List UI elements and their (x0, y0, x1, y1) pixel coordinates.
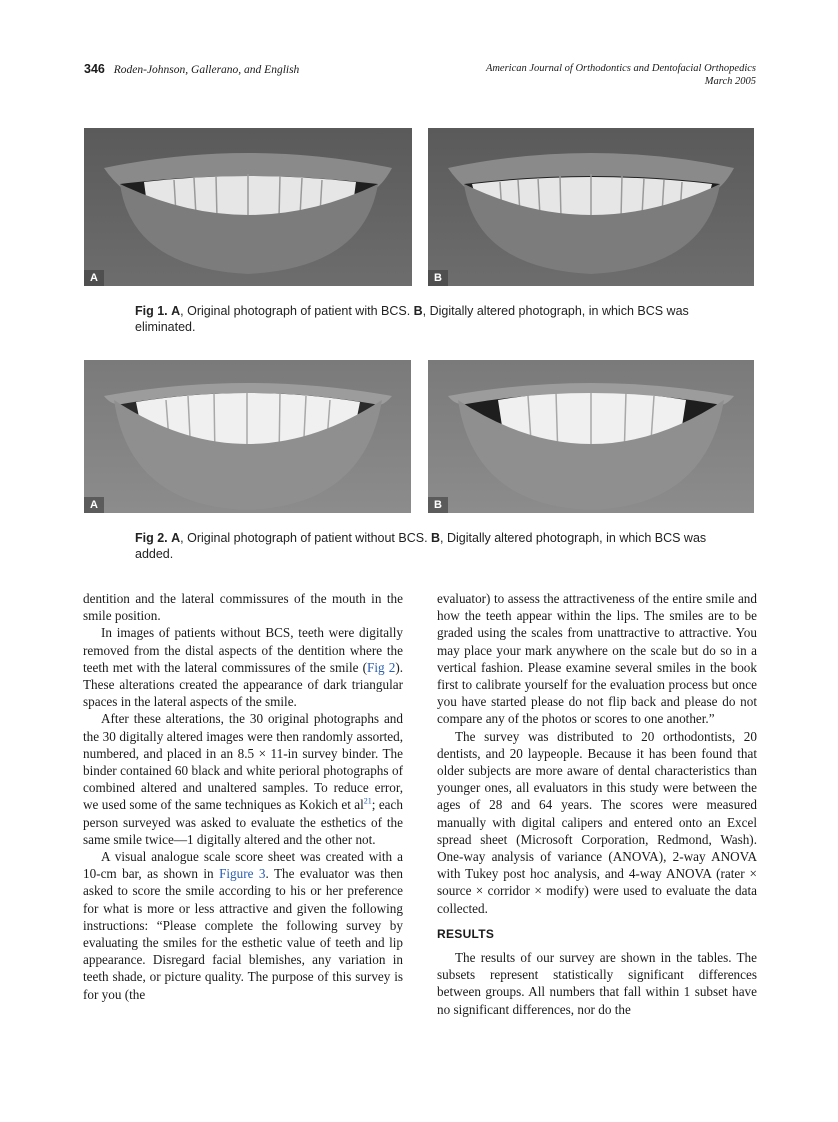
paragraph: dentition and the lateral commissures of the mouth in the smile position. (83, 591, 403, 624)
fig1-caption (135, 303, 715, 335)
running-header (84, 62, 756, 96)
reference-21-link[interactable]: 21 (363, 797, 372, 807)
journal-name: American Journal of Orthodontics and Dentofacial Orthopedics (485, 63, 756, 74)
fig1-caption-lead: Fig 1. (135, 304, 168, 318)
panel-label-b: B (428, 497, 448, 513)
fig2-caption-text-b: , Digitally altered photograph, in which BCS was added. (135, 531, 707, 561)
paragraph-text: After these alterations, the 30 original photographs and the 30 digitally altered images were then randomly assorted, numbered, and placed in an 8.5 × 11-in survey binder. The binder contained 60 black and white perioral photographs of combined altered and unaltered samples. To reduce error, we used some of the same techniques as Kokich et al (83, 711, 403, 813)
fig2-caption-text-a: , Original photograph of patient without BCS. (180, 531, 432, 545)
paragraph: The survey was distributed to 20 orthodontists, 20 dentists, and 20 laypeople. Because it has been found that older subjects are more aware of dental characteristics than younger ones, all evaluators in this study were between the ages of 28 and 64 years. The scores were measured manually with digital calipers and entered onto an Excel spread sheet (Microsoft Corporation, Redmond, Wash). One-way analysis of variance (ANOVA), 2-way ANOVA with Tukey post hoc analysis, and 4-way ANOVA (rater × source × corridor × modify) were used to evaluate the data collected. (437, 728, 757, 916)
fig2-panel-b-photo (428, 360, 754, 513)
header-authors: Roden-Johnson, Gallerano, and English (113, 64, 300, 76)
paragraph: The results of our survey are shown in the tables. The subsets represent statistically significant differences between groups. All numbers that fall within 1 subset have no significant differences, nor do the (437, 950, 757, 1017)
fig2-caption-label-a: A (171, 531, 181, 545)
fig2-caption-lead: Fig 2. (135, 531, 168, 545)
body-column-right (437, 590, 757, 1018)
fig2-panel-a-photo (84, 360, 411, 513)
section-heading-results: RESULTS (437, 926, 495, 941)
fig1-caption-text-a: , Original photograph of patient with BCS. (180, 304, 414, 318)
fig2-caption (135, 530, 715, 562)
paragraph-text: . The evaluator was then asked to score the smile according to his or her preference for what is more or less attractive and given the following instructions: “Please complete the following survey by evaluating the smiles for the esthetic value of teeth and lip appearance. Disregard facial blemishes, any variation in teeth shade, or picture quality. The purpose of this survey is for you (the (83, 866, 404, 1002)
fig1-caption-text-b: , Digitally altered photograph, in which BCS was eliminated. (135, 304, 689, 334)
fig1-panel-a-photo (84, 128, 412, 286)
smile-photo-image (428, 360, 754, 513)
paragraph-text: A visual analogue scale score sheet was created with a 10-cm bar, as shown in (83, 849, 403, 882)
paragraph-text: In images of patients without BCS, teeth were digitally removed from the distal aspects of the dentition where the teeth met with the lateral commissures of the smile ( (83, 625, 403, 675)
paragraph (83, 624, 403, 710)
panel-label-b: B (428, 270, 448, 286)
paragraph-text: ). These alterations created the appearance of dark triangular spaces in the lateral aspects of the smile. (83, 659, 404, 710)
header-right (486, 62, 756, 88)
paragraph (83, 710, 403, 848)
paragraph (83, 848, 403, 1003)
body-column-left (83, 590, 403, 1003)
fig1-caption-label-b: B (413, 304, 423, 318)
paragraph-text: ; each person surveyed was asked to evaluate the esthetics of the same smile twice—1 digitally altered and the other not. (83, 797, 403, 847)
fig1-panel-b-photo (428, 128, 754, 286)
issue-date: March 2005 (704, 76, 756, 87)
smile-photo-image (428, 128, 754, 286)
panel-label-a: A (84, 270, 104, 286)
fig2-link[interactable]: Fig 2 (366, 659, 396, 675)
page-number: 346 (84, 62, 105, 76)
paragraph: evaluator) to assess the attractiveness of the entire smile and how the teeth appear within the lips. The smiles are to be graded using the scales from unattractive to attractive. You may place your mark anywhere on the scale but do so in a vertical fashion. Please examine several smiles in the book first to calibrate yourself for the evaluation process but once you have started please do not flip back and please do not compare any of the photos or scores to one another.” (437, 591, 757, 727)
header-left (84, 62, 299, 76)
fig2-caption-label-b: B (431, 531, 441, 545)
panel-label-a: A (84, 497, 104, 513)
figure3-link[interactable]: Figure 3 (219, 866, 266, 882)
fig1-caption-label-a: A (171, 304, 181, 318)
smile-photo-image (84, 360, 411, 513)
smile-photo-image (84, 128, 412, 286)
